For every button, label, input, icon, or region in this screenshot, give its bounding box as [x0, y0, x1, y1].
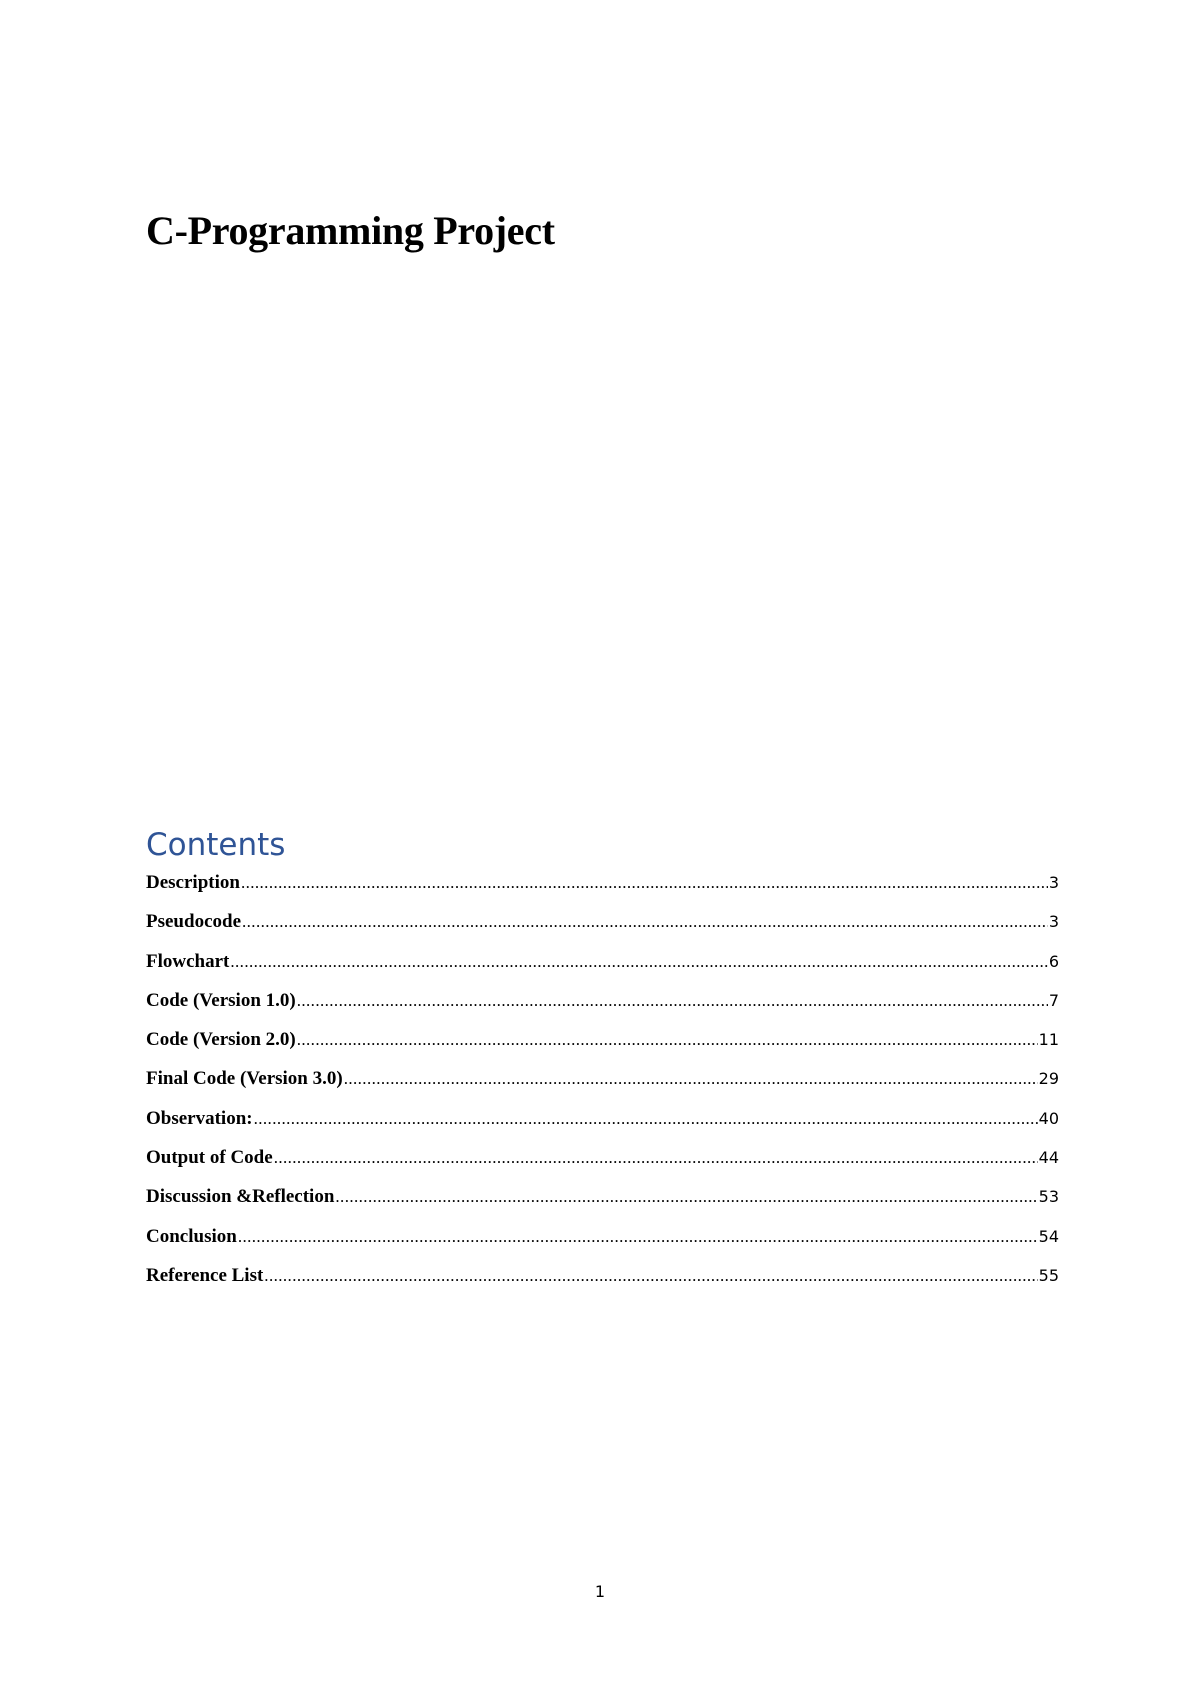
toc-entry-label[interactable]: Pseudocode — [146, 911, 241, 933]
toc-entry-pseudocode[interactable] — [146, 907, 1059, 946]
toc-dot-leader — [238, 1222, 1038, 1252]
toc-dot-leader — [344, 1064, 1038, 1094]
toc-dot-leader — [242, 907, 1048, 937]
toc-entry-output[interactable] — [146, 1143, 1059, 1182]
toc-entry-observation[interactable] — [146, 1104, 1059, 1143]
toc-dot-leader — [230, 947, 1047, 977]
toc-entry-page[interactable]: 44 — [1038, 1148, 1059, 1168]
toc-entry-page[interactable]: 55 — [1038, 1265, 1059, 1285]
toc-entry-description[interactable] — [146, 868, 1059, 907]
toc-entry-conclusion[interactable] — [146, 1222, 1059, 1261]
toc-entry-page[interactable]: 11 — [1038, 1030, 1059, 1050]
toc-dot-leader — [297, 986, 1048, 1016]
document-title: C-Programming Project — [146, 208, 555, 253]
toc-entry-page[interactable]: 54 — [1038, 1226, 1059, 1246]
toc-entry-page[interactable]: 40 — [1038, 1108, 1059, 1128]
toc-entry-label[interactable]: Observation: — [146, 1107, 253, 1129]
table-of-contents — [146, 868, 1059, 1300]
toc-entry-label[interactable]: Flowchart — [146, 950, 230, 972]
toc-dot-leader — [335, 1182, 1037, 1212]
toc-entry-references[interactable] — [146, 1261, 1059, 1300]
toc-entry-code-v1[interactable] — [146, 986, 1059, 1025]
toc-dot-leader — [254, 1104, 1038, 1134]
toc-entry-label[interactable]: Code (Version 2.0) — [146, 1029, 296, 1051]
toc-entry-label[interactable]: Code (Version 1.0) — [146, 989, 296, 1011]
toc-entry-page[interactable]: 3 — [1048, 912, 1059, 932]
toc-entry-page[interactable]: 7 — [1048, 990, 1059, 1010]
toc-entry-label[interactable]: Conclusion — [146, 1225, 237, 1247]
toc-entry-label[interactable]: Output of Code — [146, 1147, 273, 1169]
toc-entry-final-code[interactable] — [146, 1064, 1059, 1103]
toc-entry-label[interactable]: Description — [146, 872, 240, 893]
toc-entry-page[interactable]: 3 — [1048, 873, 1059, 892]
toc-entry-page[interactable]: 29 — [1038, 1069, 1059, 1089]
toc-entry-label[interactable]: Reference List — [146, 1264, 264, 1286]
toc-dot-leader — [274, 1143, 1038, 1173]
toc-entry-page[interactable]: 6 — [1048, 951, 1059, 971]
toc-heading: Contents — [146, 827, 286, 863]
page-number: 1 — [594, 1582, 606, 1601]
toc-entry-label[interactable]: Final Code (Version 3.0) — [146, 1068, 343, 1090]
toc-entry-page[interactable]: 53 — [1038, 1187, 1059, 1207]
toc-dot-leader — [241, 868, 1048, 898]
toc-entry-label[interactable]: Discussion &Reflection — [146, 1186, 335, 1208]
toc-entry-code-v2[interactable] — [146, 1025, 1059, 1064]
toc-dot-leader — [297, 1025, 1038, 1055]
toc-entry-discussion[interactable] — [146, 1182, 1059, 1221]
toc-entry-flowchart[interactable] — [146, 947, 1059, 986]
toc-dot-leader — [264, 1261, 1037, 1291]
